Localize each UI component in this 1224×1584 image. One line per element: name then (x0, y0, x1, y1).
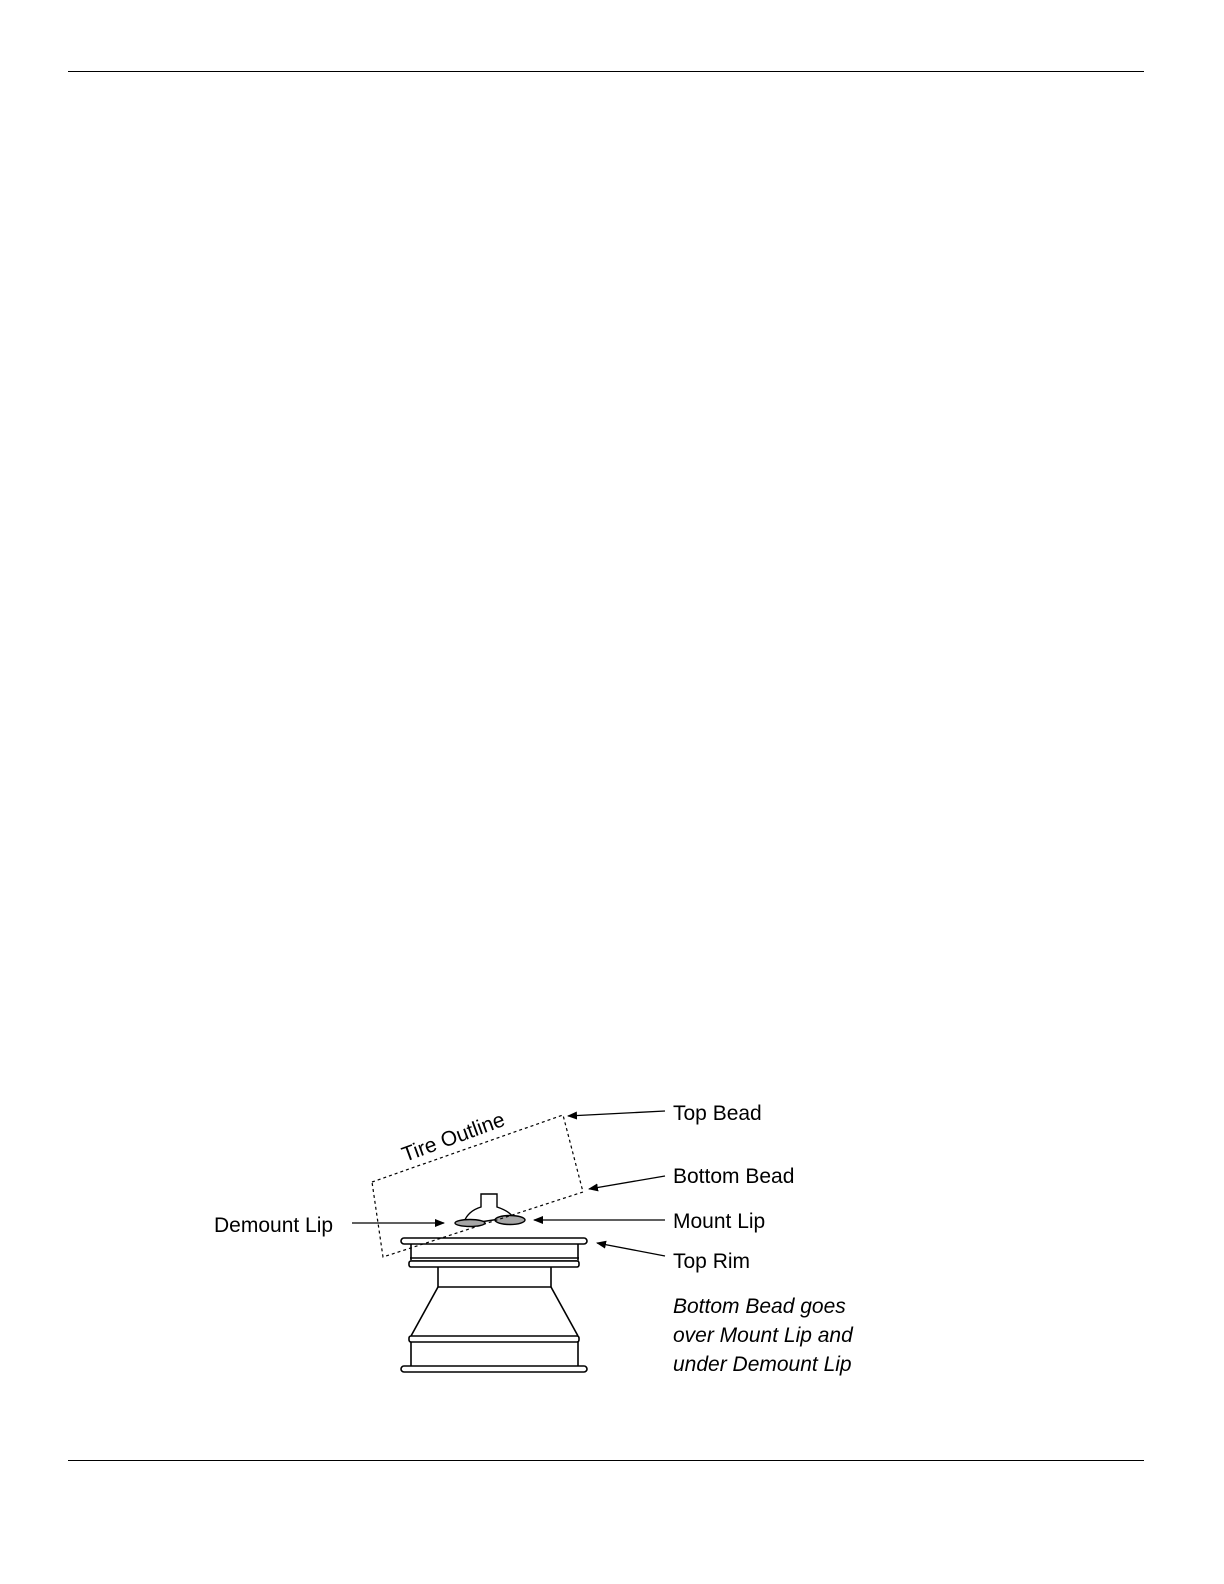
demount-lip-shape (455, 1220, 485, 1227)
footer-rule (68, 1460, 1144, 1461)
tire-outline-label: Tire Outline (398, 1108, 508, 1167)
top-rim-arrow (597, 1243, 665, 1256)
bottom-rim-flange (401, 1366, 587, 1372)
top-rim-label: Top Rim (673, 1250, 751, 1273)
bottom-bead-label: Bottom Bead (673, 1165, 795, 1188)
note-line-3: under Demount Lip (673, 1353, 852, 1376)
demount-lip-label: Demount Lip (214, 1214, 334, 1237)
top-bead-label: Top Bead (673, 1102, 762, 1125)
top-bead-arrow (568, 1111, 665, 1116)
mount-lip-label: Mount Lip (673, 1210, 766, 1233)
mount-lip-shape (495, 1216, 525, 1225)
wheel-rim-drawing (401, 1238, 587, 1372)
note-line-2: over Mount Lip and (673, 1324, 853, 1347)
bottom-bead-arrow (589, 1176, 665, 1189)
note-line-1: Bottom Bead goes (673, 1295, 846, 1318)
top-rim-flange (401, 1238, 587, 1244)
leader-arrows (352, 1111, 665, 1256)
